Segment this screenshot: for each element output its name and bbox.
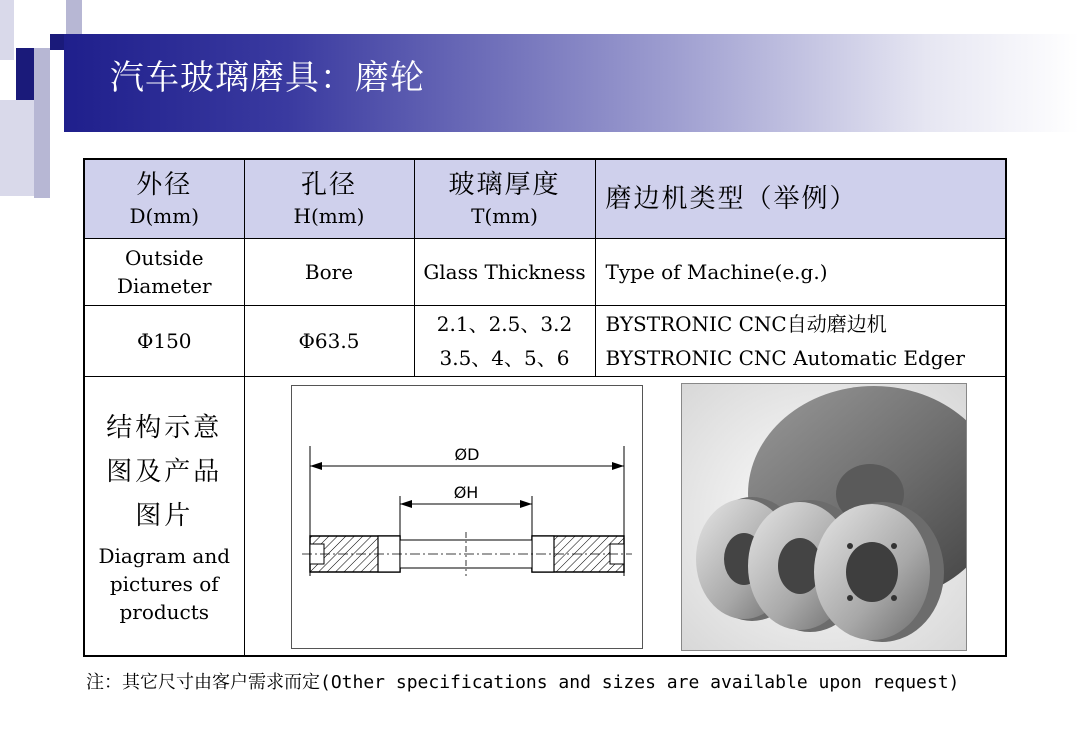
page-title: 汽车玻璃磨具：磨轮: [110, 58, 425, 98]
cell-pictures: [244, 377, 1006, 657]
cell-diagram-label: 结构示意 图及产品 图片 Diagram and pictures of products: [84, 377, 244, 657]
cell-outside-diameter-en: Outside Diameter: [84, 239, 244, 306]
cell-thickness-values: 2.1、2.5、3.2 3.5、4、5、6: [414, 306, 595, 377]
table-row: [84, 306, 1006, 377]
wheel-cross-section-diagram: [291, 385, 643, 649]
deco-square: [0, 0, 14, 60]
deco-square: [0, 100, 34, 196]
header-machine-type: 磨边机类型（举例）: [595, 159, 1006, 239]
cell-bore-value: Φ63.5: [244, 306, 414, 377]
header-thickness: 玻璃厚度 T(mm): [414, 159, 595, 239]
od-label: ØD: [454, 445, 479, 464]
cell-thickness-en: Glass Thickness: [414, 239, 595, 306]
grinding-wheel-photo: [681, 383, 967, 651]
table-row: [84, 377, 1006, 657]
table-header-row: [84, 159, 1006, 239]
cell-machine-en: Type of Machine(e.g.): [595, 239, 1006, 306]
spec-table: [83, 158, 1007, 657]
deco-square: [34, 148, 50, 198]
footnote: 注：其它尺寸由客户需求而定(Other specifications and sizes are available upon request): [86, 672, 960, 693]
cell-bore-en: Bore: [244, 239, 414, 306]
header-bore: 孔径 H(mm): [244, 159, 414, 239]
cell-outside-diameter-value: Φ150: [84, 306, 244, 377]
deco-square: [34, 48, 50, 148]
cell-machine-values: BYSTRONIC CNC自动磨边机 BYSTRONIC CNC Automatic Edger: [595, 306, 1006, 377]
deco-square: [16, 48, 34, 100]
table-row: [84, 239, 1006, 306]
bore-label: ØH: [453, 483, 478, 502]
deco-square: [66, 0, 82, 34]
header-outside-diameter: 外径 D(mm): [84, 159, 244, 239]
